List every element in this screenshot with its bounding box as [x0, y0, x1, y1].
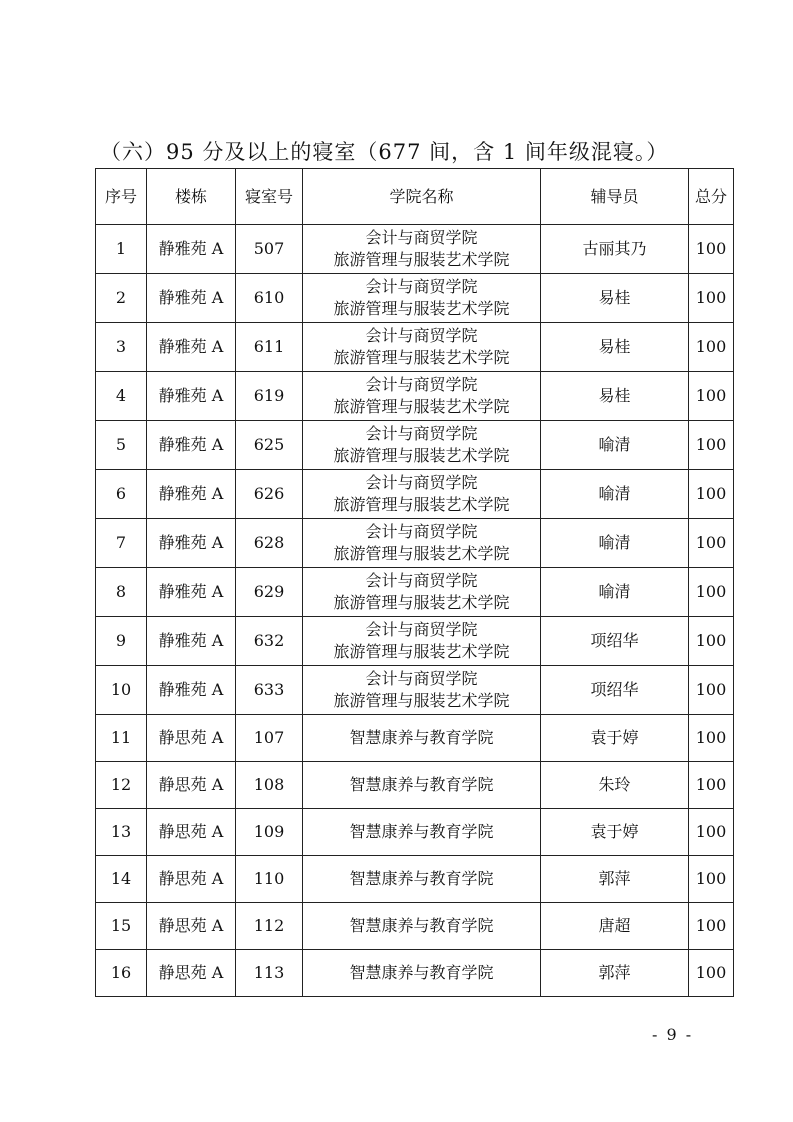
- cell-score: 100: [689, 421, 734, 470]
- college-name-line: 旅游管理与服装艺术学院: [333, 495, 510, 514]
- college-name-line: 智慧康养与教育学院: [349, 916, 494, 935]
- table-row: [96, 470, 734, 519]
- cell-room: 625: [236, 421, 303, 470]
- cell-score: 100: [689, 762, 734, 809]
- cell-score: 100: [689, 950, 734, 997]
- cell-building: 静雅苑 A: [147, 568, 236, 617]
- cell-room: 626: [236, 470, 303, 519]
- cell-room: 107: [236, 715, 303, 762]
- cell-building: 静雅苑 A: [147, 274, 236, 323]
- cell-building: 静思苑 A: [147, 809, 236, 856]
- cell-score: 100: [689, 903, 734, 950]
- cell-room: 112: [236, 903, 303, 950]
- college-name-line: 旅游管理与服装艺术学院: [333, 348, 510, 367]
- college-name-line: 旅游管理与服装艺术学院: [333, 299, 510, 318]
- table-row: [96, 856, 734, 903]
- cell-college: [303, 568, 541, 617]
- cell-building: 静思苑 A: [147, 762, 236, 809]
- cell-room: 610: [236, 274, 303, 323]
- cell-college: [303, 519, 541, 568]
- college-name-line: 旅游管理与服装艺术学院: [333, 544, 510, 563]
- cell-building: 静思苑 A: [147, 950, 236, 997]
- cell-counselor: 易桂: [541, 323, 689, 372]
- cell-counselor: 郭萍: [541, 950, 689, 997]
- cell-building: 静雅苑 A: [147, 372, 236, 421]
- cell-score: 100: [689, 274, 734, 323]
- cell-college: [303, 666, 541, 715]
- college-name-line: 会计与商贸学院: [365, 228, 478, 247]
- cell-college: [303, 323, 541, 372]
- table-row: [96, 809, 734, 856]
- cell-room: 633: [236, 666, 303, 715]
- cell-no: 16: [96, 950, 147, 997]
- cell-no: 2: [96, 274, 147, 323]
- cell-no: 15: [96, 903, 147, 950]
- cell-counselor: 喻清: [541, 519, 689, 568]
- cell-no: 11: [96, 715, 147, 762]
- cell-score: 100: [689, 856, 734, 903]
- college-name-line: 旅游管理与服装艺术学院: [333, 642, 510, 661]
- college-name-line: 旅游管理与服装艺术学院: [333, 446, 510, 465]
- cell-college: [303, 617, 541, 666]
- cell-building: 静雅苑 A: [147, 421, 236, 470]
- cell-score: 100: [689, 617, 734, 666]
- cell-no: 6: [96, 470, 147, 519]
- cell-room: 109: [236, 809, 303, 856]
- college-name-line: 会计与商贸学院: [365, 277, 478, 296]
- table-row: [96, 762, 734, 809]
- cell-room: 611: [236, 323, 303, 372]
- cell-counselor: 项绍华: [541, 666, 689, 715]
- cell-building: 静雅苑 A: [147, 323, 236, 372]
- cell-room: 619: [236, 372, 303, 421]
- header-counselor: 辅导员: [541, 169, 689, 225]
- college-name-line: 会计与商贸学院: [365, 375, 478, 394]
- cell-building: 静思苑 A: [147, 715, 236, 762]
- college-name-line: 智慧康养与教育学院: [349, 963, 494, 982]
- cell-college: [303, 225, 541, 274]
- cell-college: [303, 762, 541, 809]
- cell-no: 13: [96, 809, 147, 856]
- college-name-line: 会计与商贸学院: [365, 669, 478, 688]
- table-row: [96, 666, 734, 715]
- cell-room: 108: [236, 762, 303, 809]
- table-row: [96, 519, 734, 568]
- header-college: 学院名称: [303, 169, 541, 225]
- cell-counselor: 喻清: [541, 470, 689, 519]
- table-row: [96, 225, 734, 274]
- cell-college: [303, 903, 541, 950]
- cell-counselor: 唐超: [541, 903, 689, 950]
- cell-no: 1: [96, 225, 147, 274]
- cell-counselor: 易桂: [541, 372, 689, 421]
- cell-counselor: 袁于婷: [541, 809, 689, 856]
- college-name-line: 旅游管理与服装艺术学院: [333, 593, 510, 612]
- college-name-line: 智慧康养与教育学院: [349, 869, 494, 888]
- cell-room: 507: [236, 225, 303, 274]
- cell-college: [303, 715, 541, 762]
- cell-room: 629: [236, 568, 303, 617]
- cell-no: 3: [96, 323, 147, 372]
- college-name-line: 会计与商贸学院: [365, 571, 478, 590]
- cell-building: 静雅苑 A: [147, 666, 236, 715]
- cell-no: 12: [96, 762, 147, 809]
- cell-score: 100: [689, 666, 734, 715]
- cell-counselor: 朱玲: [541, 762, 689, 809]
- cell-building: 静雅苑 A: [147, 519, 236, 568]
- college-name-line: 智慧康养与教育学院: [349, 728, 494, 747]
- college-name-line: 旅游管理与服装艺术学院: [333, 397, 510, 416]
- cell-no: 9: [96, 617, 147, 666]
- cell-college: [303, 856, 541, 903]
- cell-college: [303, 809, 541, 856]
- cell-score: 100: [689, 715, 734, 762]
- cell-room: 632: [236, 617, 303, 666]
- page-number: - 9 -: [652, 1025, 694, 1044]
- table-row: [96, 568, 734, 617]
- cell-counselor: 郭萍: [541, 856, 689, 903]
- table-row: [96, 274, 734, 323]
- header-room: 寝室号: [236, 169, 303, 225]
- cell-counselor: 易桂: [541, 274, 689, 323]
- cell-no: 4: [96, 372, 147, 421]
- cell-room: 113: [236, 950, 303, 997]
- cell-counselor: 喻清: [541, 421, 689, 470]
- cell-building: 静思苑 A: [147, 856, 236, 903]
- cell-no: 7: [96, 519, 147, 568]
- college-name-line: 会计与商贸学院: [365, 424, 478, 443]
- cell-building: 静雅苑 A: [147, 617, 236, 666]
- cell-counselor: 古丽其乃: [541, 225, 689, 274]
- cell-college: [303, 372, 541, 421]
- cell-college: [303, 950, 541, 997]
- cell-no: 10: [96, 666, 147, 715]
- cell-no: 14: [96, 856, 147, 903]
- cell-no: 5: [96, 421, 147, 470]
- college-name-line: 会计与商贸学院: [365, 522, 478, 541]
- table-header-row: [96, 169, 734, 225]
- table-row: [96, 323, 734, 372]
- cell-college: [303, 274, 541, 323]
- dorm-score-table: [95, 168, 734, 997]
- college-name-line: 旅游管理与服装艺术学院: [333, 691, 510, 710]
- cell-score: 100: [689, 519, 734, 568]
- header-building: 楼栋: [147, 169, 236, 225]
- header-no: 序号: [96, 169, 147, 225]
- college-name-line: 智慧康养与教育学院: [349, 822, 494, 841]
- table-row: [96, 617, 734, 666]
- section-title: （六）95 分及以上的寝室（677 间，含 1 间年级混寝。）: [100, 140, 669, 164]
- cell-score: 100: [689, 225, 734, 274]
- cell-score: 100: [689, 323, 734, 372]
- cell-score: 100: [689, 809, 734, 856]
- table-row: [96, 950, 734, 997]
- cell-counselor: 袁于婷: [541, 715, 689, 762]
- cell-building: 静雅苑 A: [147, 470, 236, 519]
- cell-college: [303, 470, 541, 519]
- cell-building: 静雅苑 A: [147, 225, 236, 274]
- cell-college: [303, 421, 541, 470]
- college-name-line: 会计与商贸学院: [365, 620, 478, 639]
- cell-room: 110: [236, 856, 303, 903]
- table-row: [96, 715, 734, 762]
- table-row: [96, 903, 734, 950]
- cell-score: 100: [689, 568, 734, 617]
- college-name-line: 会计与商贸学院: [365, 473, 478, 492]
- table-row: [96, 421, 734, 470]
- cell-counselor: 喻清: [541, 568, 689, 617]
- college-name-line: 智慧康养与教育学院: [349, 775, 494, 794]
- cell-room: 628: [236, 519, 303, 568]
- cell-counselor: 项绍华: [541, 617, 689, 666]
- header-score: 总分: [689, 169, 734, 225]
- cell-score: 100: [689, 372, 734, 421]
- table-row: [96, 372, 734, 421]
- cell-score: 100: [689, 470, 734, 519]
- cell-building: 静思苑 A: [147, 903, 236, 950]
- college-name-line: 会计与商贸学院: [365, 326, 478, 345]
- college-name-line: 旅游管理与服装艺术学院: [333, 250, 510, 269]
- cell-no: 8: [96, 568, 147, 617]
